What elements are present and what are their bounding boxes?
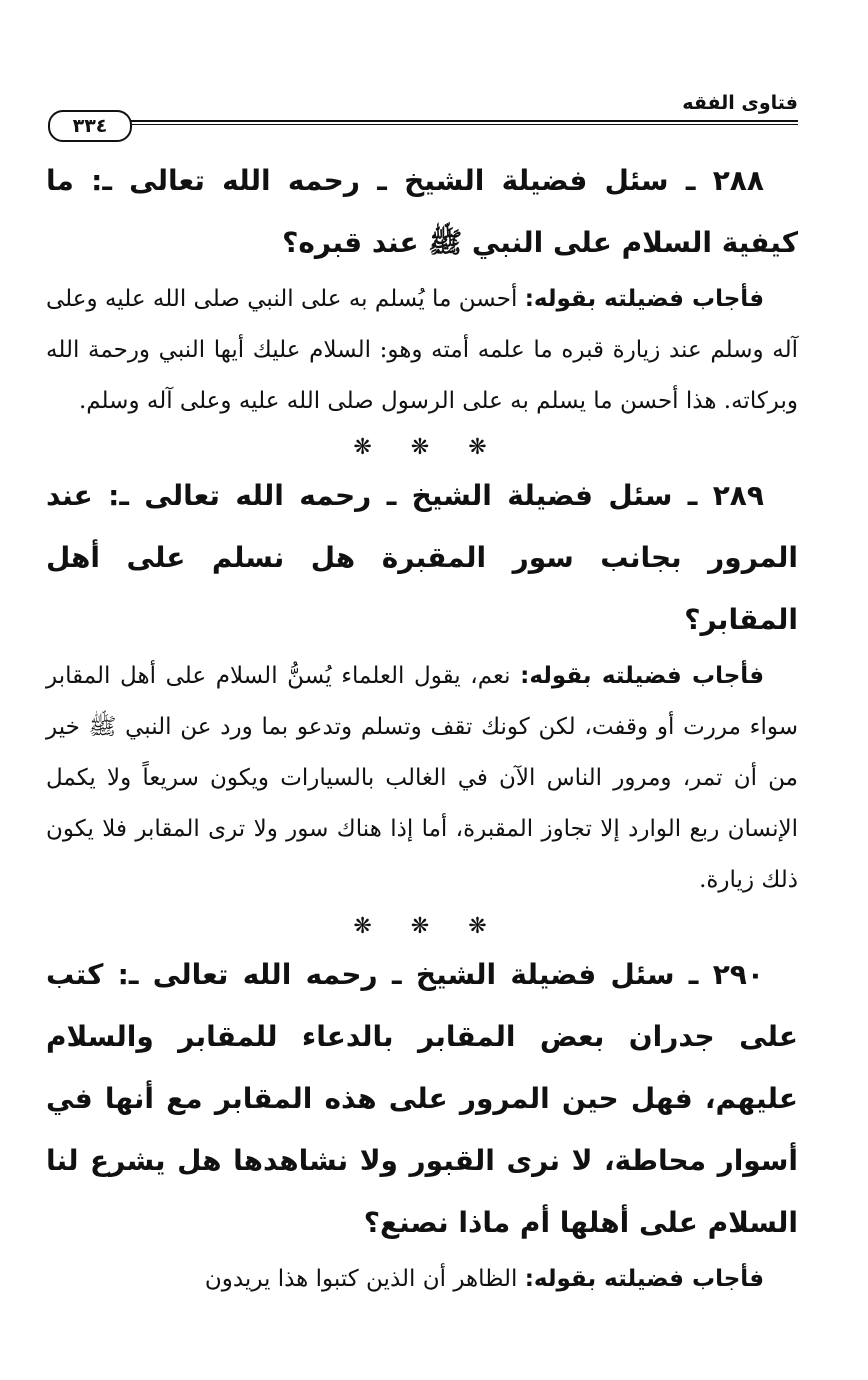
answer-288 [46, 274, 798, 427]
question-290 [46, 944, 798, 1254]
question-text: ـ سئل فضيلة الشيخ ـ رحمه الله تعالى ـ: كتب على جدران بعض المقابر بالدعاء للمقابر والسلام عليهم، فهل حين المرور على هذه المقابر مع أنها في أسوار محاطة، لا نرى القبور ولا نشاهدها هل يشرع لنا السلام على أهلها أم ماذا نصنع؟ [46, 958, 798, 1239]
page-header [46, 90, 798, 136]
answer-intro: فأجاب فضيلته بقوله: [520, 663, 764, 689]
page-number: ٣٣٤ [48, 110, 132, 142]
answer-290 [46, 1254, 798, 1305]
question-text: ـ سئل فضيلة الشيخ ـ رحمه الله تعالى ـ: عند المرور بجانب سور المقبرة هل نسلم على أهل المقابر؟ [46, 479, 798, 636]
question-number: ٢٨٨ [712, 164, 764, 197]
page-content [46, 150, 798, 1305]
question-text: ـ سئل فضيلة الشيخ ـ رحمه الله تعالى ـ: ما كيفية السلام على النبي ﷺ عند قبره؟ [46, 164, 798, 259]
question-number: ٢٨٩ [712, 479, 764, 512]
answer-289 [46, 651, 798, 906]
header-rule [130, 120, 798, 125]
question-289 [46, 465, 798, 651]
answer-intro: فأجاب فضيلته بقوله: [524, 286, 765, 312]
answer-text: الظاهر أن الذين كتبوا هذا يريدون [204, 1266, 518, 1292]
answer-intro: فأجاب فضيلته بقوله: [524, 1266, 764, 1292]
answer-text: أحسن ما يُسلم به على النبي صلى الله عليه وعلى آله وسلم عند زيارة قبره ما علمه أمته وهو: السلام عليك أيها النبي ورحمة الله وبركاته. هذا أحسن ما يسلم به على الرسول صلى الله عليه وعلى آله وسلم. [46, 286, 798, 414]
question-288 [46, 150, 798, 274]
section-divider: ❋ ❋ ❋ [353, 435, 491, 460]
question-number: ٢٩٠ [712, 958, 764, 991]
answer-text: نعم، يقول العلماء يُسنُّ السلام على أهل المقابر سواء مررت أو وقفت، لكن كونك تقف وتسلم وتدعو بما ورد عن النبي ﷺ خير من أن تمر، ومرور الناس الآن في الغالب بالسيارات ويكون سريعاً ولا يكمل الإنسان ربع الوارد إلا تجاوز المقبرة، أما إذا هناك سور ولا ترى المقابر فلا يكون ذلك زيارة. [46, 663, 798, 893]
running-title: فتاوى الفقه [682, 92, 798, 114]
section-divider: ❋ ❋ ❋ [353, 914, 491, 939]
